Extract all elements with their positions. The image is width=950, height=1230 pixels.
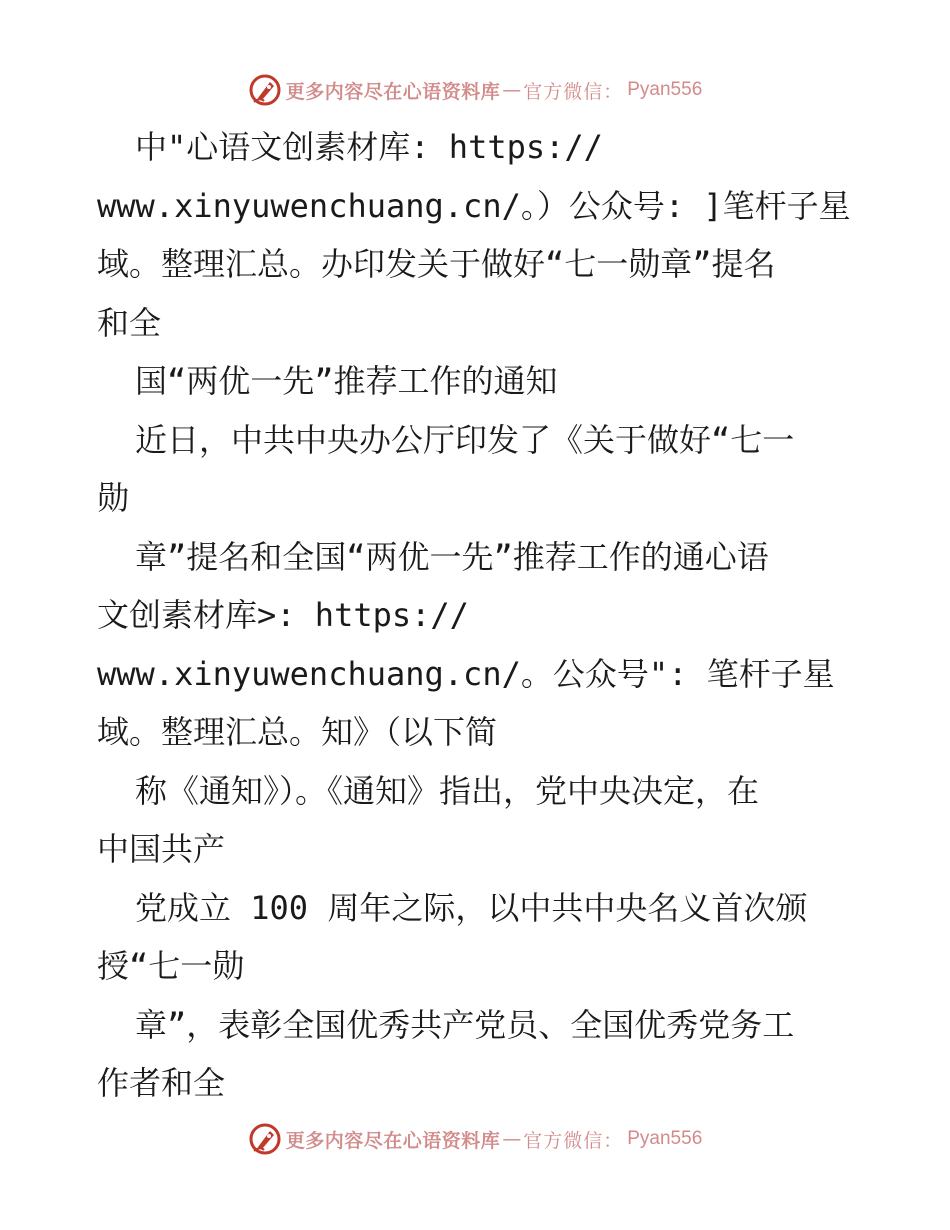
pen-nib-logo-icon	[248, 73, 282, 107]
body-line: 近日，中共中央办公厅印发了《关于做好“七一	[135, 420, 795, 459]
body-line: 中"心语文创素材库: https://	[135, 128, 603, 166]
body-line: 文创素材库>: https://	[97, 596, 469, 634]
body-line: www.xinyuwenchuang.cn/。公众号": 笔杆子星	[97, 654, 835, 693]
body-line: 作者和全	[97, 1064, 226, 1102]
body-line: 中国共产	[97, 830, 226, 868]
pen-nib-logo-icon	[248, 1122, 282, 1156]
document-body	[97, 118, 857, 1113]
banner-separator: —	[502, 79, 522, 101]
banner-title: 更多内容尽在心语资料库	[285, 1129, 501, 1152]
body-line: 和全	[97, 303, 162, 342]
banner-wechat-id: Pyan556	[627, 79, 703, 100]
body-line: 域。整理汇总。办印发关于做好“七一勋章”提名	[97, 245, 776, 283]
footer-banner	[0, 1117, 950, 1161]
body-line: 章”，表彰全国优秀共产党员、全国优秀党务工	[135, 1005, 795, 1044]
body-line: 勋	[97, 479, 130, 517]
body-line: 称《通知》）。《通知》指出，党中央决定，在	[135, 771, 760, 810]
banner-wechat-id: Pyan556	[627, 1128, 703, 1149]
header-banner	[0, 68, 950, 112]
banner-title: 更多内容尽在心语资料库	[285, 80, 501, 103]
banner-official-label: 官方微信：	[523, 1129, 624, 1152]
body-line: 域。整理汇总。知》（以下简	[97, 713, 498, 751]
banner-separator: —	[502, 1128, 522, 1150]
banner-official-label: 官方微信：	[523, 80, 624, 103]
body-line: 章”提名和全国“两优一先”推荐工作的通心语	[135, 537, 769, 576]
body-line: 党成立 100 周年之际，以中共中央名义首次颁	[135, 888, 808, 927]
body-line: 授“七一勋	[97, 947, 245, 985]
body-line: 国“两优一先”推荐工作的通知	[135, 362, 558, 400]
body-line: www.xinyuwenchuang.cn/。）公众号: ]笔杆子星	[97, 186, 851, 225]
